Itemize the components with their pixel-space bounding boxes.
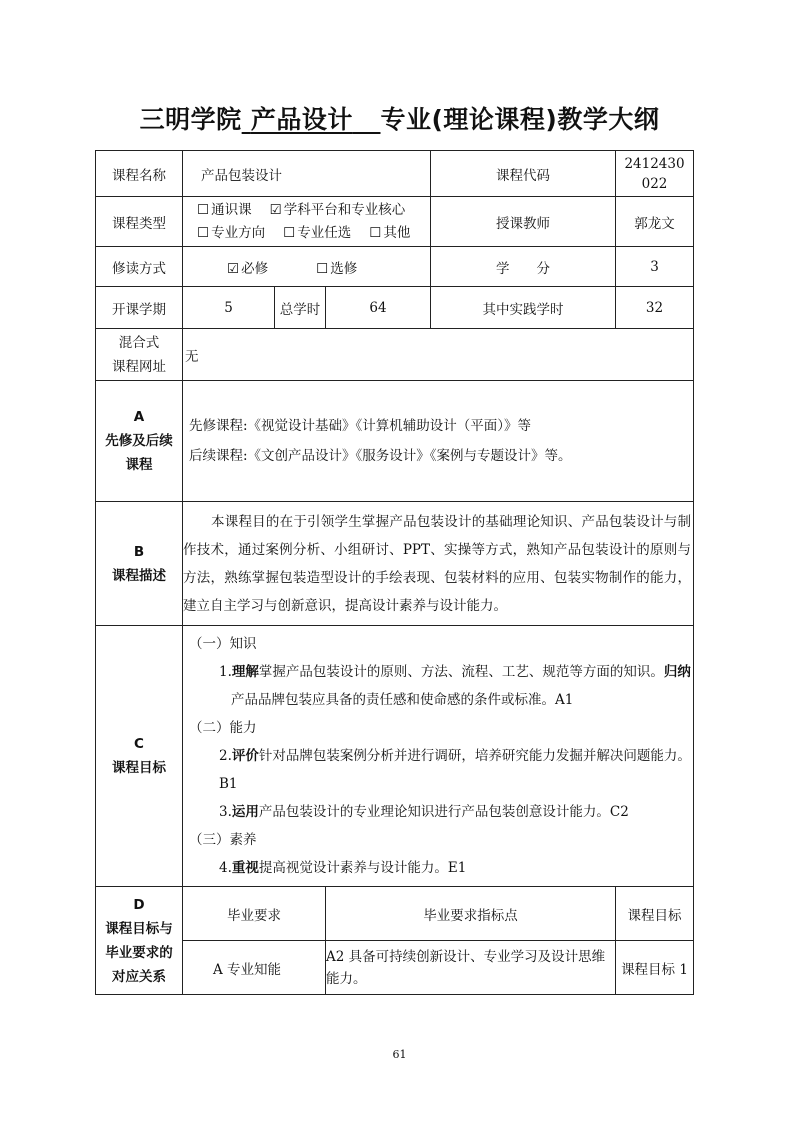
prerequisite-label: A 先修及后续 课程 bbox=[96, 381, 183, 502]
graduation-requirement-cell: A 专业知能 bbox=[183, 941, 326, 995]
option-other[interactable]: ☐ 其他 bbox=[369, 225, 410, 241]
course-type-label: 课程类型 bbox=[96, 197, 183, 247]
course-name-value: 产品包装设计 bbox=[183, 151, 431, 197]
option-general[interactable]: ☐ 通识课 bbox=[197, 202, 252, 218]
option-direction[interactable]: ☐ 专业方向 bbox=[197, 225, 265, 241]
major-name: 产品设计 bbox=[250, 105, 353, 134]
credit-label: 学 分 bbox=[431, 247, 616, 287]
course-type-options bbox=[183, 197, 431, 247]
indicator-header: 毕业要求指标点 bbox=[326, 887, 616, 941]
semester-row bbox=[96, 287, 694, 329]
prerequisite-content bbox=[183, 381, 694, 502]
objective-3: 3.运用产品包装设计的专业理论知识进行产品包装创意设计能力。C2 bbox=[219, 804, 629, 820]
credit-value: 3 bbox=[616, 247, 694, 287]
total-hours-label: 总学时 bbox=[275, 287, 326, 329]
course-objectives bbox=[183, 626, 694, 887]
objective-cell: 课程目标 1 bbox=[616, 941, 694, 995]
study-mode-row bbox=[96, 247, 694, 287]
prerequisite-row bbox=[96, 381, 694, 502]
total-hours-value: 64 bbox=[326, 287, 431, 329]
semester-value: 5 bbox=[183, 287, 275, 329]
study-mode-label: 修读方式 bbox=[96, 247, 183, 287]
checked-checkbox-icon: ☑ bbox=[227, 260, 240, 277]
course-code-value: 2412430 022 bbox=[616, 151, 694, 197]
follow-up-courses: 后续课程:《文创产品设计》《服务设计》《案例与专题设计》等。 bbox=[189, 448, 572, 464]
checked-checkbox-icon: ☑ bbox=[269, 201, 282, 218]
teacher-label: 授课教师 bbox=[431, 197, 616, 247]
objective-1: 1.理解掌握产品包装设计的原则、方法、流程、工艺、规范等方面的知识。归纳 bbox=[219, 664, 691, 680]
course-url-row bbox=[96, 329, 694, 381]
section-ability: （二）能力 bbox=[189, 720, 257, 736]
practice-hours-label: 其中实践学时 bbox=[431, 287, 616, 329]
option-required[interactable]: ☑ 必修 bbox=[227, 260, 269, 277]
course-code-label: 课程代码 bbox=[431, 151, 616, 197]
teacher-value: 郭龙文 bbox=[616, 197, 694, 247]
prerequisite-courses: 先修课程:《视觉设计基础》《计算机辅助设计（平面）》等 bbox=[189, 418, 532, 434]
graduation-requirement-header: 毕业要求 bbox=[183, 887, 326, 941]
mapping-row bbox=[96, 941, 694, 995]
checkbox-icon: ☐ bbox=[197, 224, 210, 241]
course-name-row bbox=[96, 151, 694, 197]
course-url-value: 无 bbox=[183, 329, 694, 381]
objectives-row bbox=[96, 626, 694, 887]
checkbox-icon: ☐ bbox=[369, 224, 382, 241]
page-number: 61 bbox=[392, 1048, 407, 1061]
checkbox-icon: ☐ bbox=[283, 224, 296, 241]
objective-4: 4.重视提高视觉设计素养与设计能力。E1 bbox=[219, 860, 467, 876]
option-elective[interactable]: ☐ 专业任选 bbox=[283, 225, 351, 241]
objective-2: 2.评价针对品牌包装案例分析并进行调研，培养研究能力发掘并解决问题能力。B1 bbox=[219, 748, 691, 792]
option-optional[interactable]: ☐ 选修 bbox=[316, 260, 358, 277]
checkbox-icon: ☐ bbox=[316, 260, 329, 277]
description-label: B 课程描述 bbox=[96, 502, 183, 626]
option-core[interactable]: ☑ 学科平台和专业核心 bbox=[270, 202, 406, 218]
indicator-cell: A2 具备可持续创新设计、专业学习及设计思维能力。 bbox=[326, 941, 616, 995]
course-type-row bbox=[96, 197, 694, 247]
objective-header: 课程目标 bbox=[616, 887, 694, 941]
objective-1-cont: 产品品牌包装应具备的责任感和使命感的条件或标准。A1 bbox=[231, 692, 574, 708]
checkbox-icon: ☐ bbox=[197, 201, 210, 218]
course-name-label: 课程名称 bbox=[96, 151, 183, 197]
page-title: 三明学院 产品设计 专业(理论课程)教学大纲 bbox=[139, 105, 660, 134]
section-knowledge: （一）知识 bbox=[189, 636, 257, 652]
study-mode-options bbox=[183, 247, 431, 287]
mapping-header-row bbox=[96, 887, 694, 941]
practice-hours-value: 32 bbox=[616, 287, 694, 329]
section-literacy: （三）素养 bbox=[189, 832, 257, 848]
objectives-label: C 课程目标 bbox=[96, 626, 183, 887]
semester-label: 开课学期 bbox=[96, 287, 183, 329]
course-url-label: 混合式 课程网址 bbox=[96, 329, 183, 381]
course-description: 本课程目的在于引领学生掌握产品包装设计的基础理论知识、产品包装设计与制作技术，通过案例分析、小组研讨、PPT、实操等方式，熟知产品包装设计的原则与方法，熟练掌握包装造型设计的手绘表现、包装材料的应用、包装实物制作的能力，建立自主学习与创新意识，提高设计素养与设计能力。 bbox=[183, 502, 694, 626]
syllabus-table bbox=[95, 150, 694, 995]
description-row bbox=[96, 502, 694, 626]
mapping-label: D 课程目标与 毕业要求的 对应关系 bbox=[96, 887, 183, 995]
